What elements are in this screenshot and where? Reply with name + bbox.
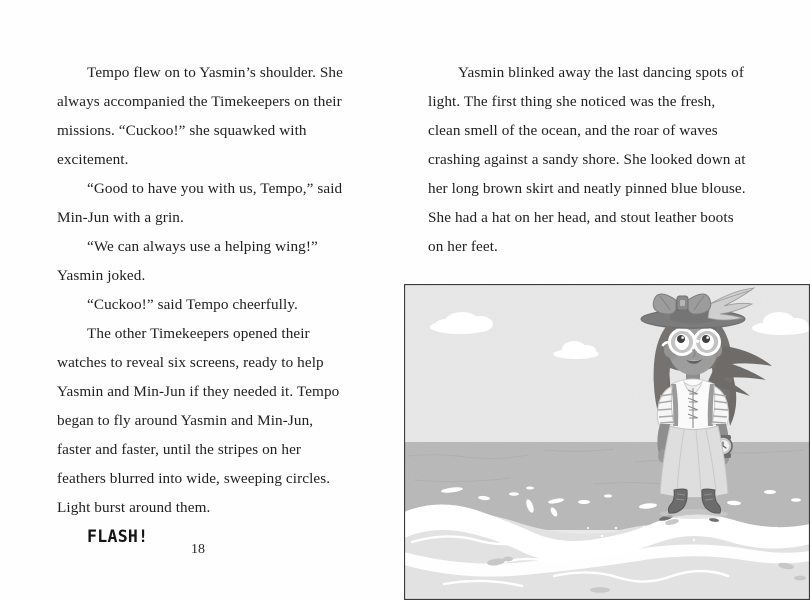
- paragraph: “Good to have you with us, Tempo,” said Min-Jun with a grin.: [57, 180, 343, 226]
- right-text-column: [428, 58, 748, 261]
- beach-illustration: [404, 284, 810, 600]
- sound-effect-text: FLASH!: [87, 527, 149, 546]
- skirt: [660, 426, 728, 498]
- illustration-svg: [404, 284, 810, 600]
- paragraph: Tempo flew on to Yasmin’s shoulder. She always accompanied the Timekeepers on their missions. “Cuckoo!” she squawked with excitement.: [57, 64, 343, 168]
- paragraph: The other Timekeepers opened their watches to reveal six screens, ready to help Yasmin and Min-Jun if they needed it. Tempo began to fly around Yasmin and Min-Jun, faster and faster, until the stripes on her feathers blurred into wide, sweeping circles. Light burst around them.: [57, 325, 340, 516]
- paragraph: Yasmin blinked away the last dancing spots of light. The first thing she noticed was the fresh, clean smell of the ocean, and the roar of waves crashing against a sandy shore. She looked down at her long brown skirt and neatly pinned blue blouse. She had a hat on her head, and stout leather boots on her feet.: [428, 64, 746, 255]
- paragraph: “Cuckoo!” said Tempo cheerfully.: [87, 296, 298, 313]
- page-number: 18: [191, 542, 205, 557]
- cheek-blush: [667, 353, 677, 359]
- paragraph: “We can always use a helping wing!” Yasmin joked.: [57, 238, 318, 284]
- left-text-column: [57, 58, 349, 552]
